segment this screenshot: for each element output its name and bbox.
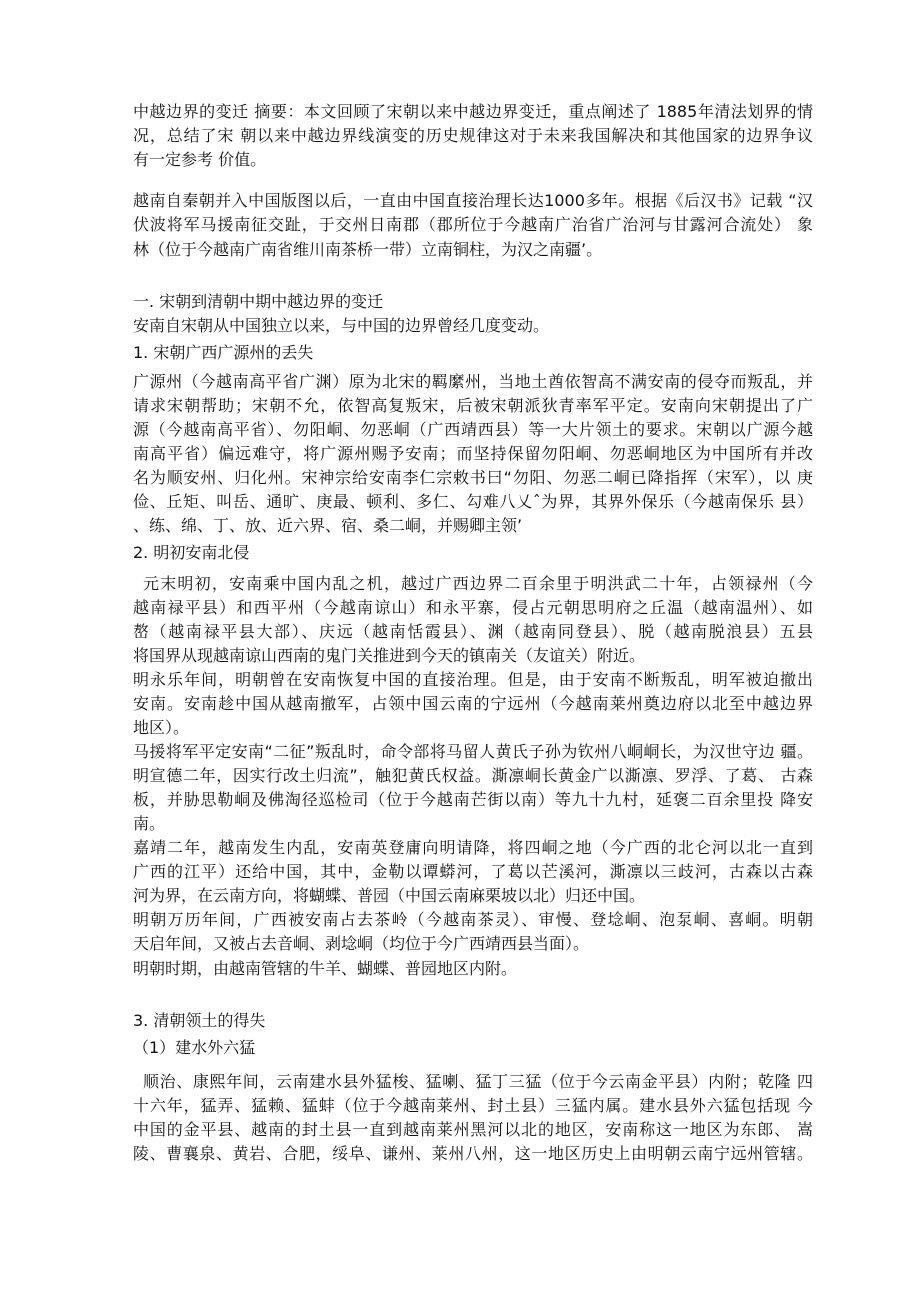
subsection-heading: 2. 明初安南北侵 <box>133 543 250 562</box>
subsection-heading: （1）建水外六猛 <box>133 1038 256 1057</box>
paragraph-line: 天启年间，又被占去音峒、剥埝峒（均位于今广西靖西县当面）。 <box>133 934 590 953</box>
abstract-line: 中越边界的变迁 摘要：本文回顾了宋朝以来中越边界变迁，重点阐述了 1885年清法划界的情 <box>133 102 813 121</box>
abstract-line: 有一定参考 价值。 <box>133 150 267 169</box>
paragraph-line: 源（今越南高平省）、勿阳峒、勿恶峒（广西靖西县）等一大片领土的要求。宋朝以广源今越 <box>133 420 813 439</box>
paragraph-line: 伏波将军马援南征交趾，于交州日南郡（郡所位于今越南广治省广治河与甘露河合流处） 象 <box>133 215 813 234</box>
paragraph-line: 将国界从现越南谅山西南的鬼门关推进到今天的镇南关（友谊关）附近。 <box>133 646 646 665</box>
paragraph-line: 安南。安南趁中国从越南撤军，占领中国云南的宁远州（今越南莱州奠边府以北至中越边界 <box>133 694 813 713</box>
abstract-line: 况，总结了宋 朝以来中越边界线演变的历史规律这对于未来我国解决和其他国家的边界争议 <box>133 126 813 145</box>
paragraph-line: 南高平省）偏远难守，将广源州赐予安南；而坚持保留勿阳峒、勿恶峒地区为中国所有并改 <box>133 444 813 463</box>
paragraph-line: 顺治、康熙年间，云南建水县外猛梭、猛喇、猛丁三猛（位于今云南金平县）内附；乾隆 四 <box>143 1072 813 1091</box>
paragraph-line: 广西的江平）还给中国，其中，金勒以谭蟒河，了葛以芒溪河，澌凛以三歧河，古森以古森 <box>133 862 813 881</box>
paragraph-line: 明朝万历年间，广西被安南占去茶岭（今越南茶灵）、审慢、登埝峒、泡泵峒、喜峒。明朝 <box>133 910 813 929</box>
paragraph-line: 越南自秦朝并入中国版图以后，一直由中国直接治理长达1000多年。根据《后汉书》记载 “汉 <box>133 191 813 210</box>
paragraph-line: 、练、绵、丁、放、近六界、宿、桑二峒，并赐卿主领’ <box>133 516 523 535</box>
paragraph-line: 马援将军平定安南“二征”叛乱时，命令部将马留人黄氏子孙为钦州八峒峒长，为汉世守边 疆。 <box>133 742 813 761</box>
paragraph-line: 林（位于今越南广南省维川南茶桥一带）立南铜柱，为汉之南疆’。 <box>133 240 603 259</box>
paragraph-line: 名为顺安州、归化州。宋神宗给安南李仁宗敕书曰“勿阳、勿恶二峒已降指挥（宋军），以 庚 <box>133 468 813 487</box>
paragraph-line: 越南禄平县）和西平州（今越南谅山）和永平寨，侵占元朝思明府之丘温（越南温州）、如 <box>133 598 813 617</box>
paragraph-line: 明永乐年间，明朝曾在安南恢复中国的直接治理。但是，由于安南不断叛乱，明军被迫撤出 <box>133 670 813 689</box>
paragraph-line: 安南自宋朝从中国独立以来，与中国的边界曾经几度变动。 <box>133 316 550 335</box>
paragraph-line: 嘉靖二年，越南发生内乱，安南英登庸向明请降，将四峒之地（今广西的北仑河以北一直到 <box>133 838 813 857</box>
paragraph-line: 十六年，猛弄、猛赖、猛蚌（位于今越南莱州、封土县）三猛内属。建水县外六猛包括现 今 <box>133 1096 813 1115</box>
section-heading: 一. 宋朝到清朝中期中越边界的变迁 <box>133 292 384 311</box>
paragraph-line: 广源州（今越南高平省广渊）原为北宋的羁縻州，当地土酋依智高不满安南的侵夺而叛乱，并 <box>133 372 813 391</box>
paragraph-line: 河为界，在云南方向，将蝴蝶、普园（中国云南麻栗坡以北）归还中国。 <box>133 886 646 905</box>
paragraph-line: 请求宋朝帮助；宋朝不允，依智高复叛宋，后被宋朝派狄青率军平定。安南向宋朝提出了广 <box>133 396 813 415</box>
paragraph-line: 陵、曹襄泉、黄岩、合肥，绥阜、谦州、莱州八州，这一地区历史上由明朝云南宁远州管辖。 <box>133 1144 813 1163</box>
paragraph-line: 南。 <box>133 814 166 833</box>
subsection-heading: 1. 宋朝广西广源州的丢失 <box>133 343 314 362</box>
paragraph-line: 明宣德二年，因实行改土归流”，触犯黄氏权益。澌凛峒长黄金广以澌凛、罗浮、了葛、 古森 <box>133 766 813 785</box>
paragraph-line: 板，并胁思勒峒及佛淘径巡检司（位于今越南芒街以南）等九十九村，延褒二百余里投 降安 <box>133 790 813 809</box>
paragraph-line: 中国的金平县、越南的封土县一直到越南莱州黑河以北的地区，安南称这一地区为东郎、 嵩 <box>133 1120 813 1139</box>
paragraph-line: 元末明初，安南乘中国内乱之机，越过广西边界二百余里于明洪武二十年，占领禄州（今 <box>143 574 813 593</box>
subsection-heading: 3. 清朝领土的得失 <box>133 1011 266 1030</box>
paragraph-line: 地区）。 <box>133 718 190 737</box>
paragraph-line: 俭、丘矩、叫岳、通旷、庚最、顿利、多仁、勾难八乂ˆ为界，其界外保乐（今越南保乐 县） <box>133 492 813 511</box>
paragraph-line: 明朝时期，由越南管辖的牛羊、蝴蝶、普园地区内附。 <box>133 959 518 978</box>
paragraph-line: 嶅（越南禄平县大部）、庆远（越南恬霞县）、渊（越南同登县）、脱（越南脱浪县）五县 <box>133 622 813 641</box>
